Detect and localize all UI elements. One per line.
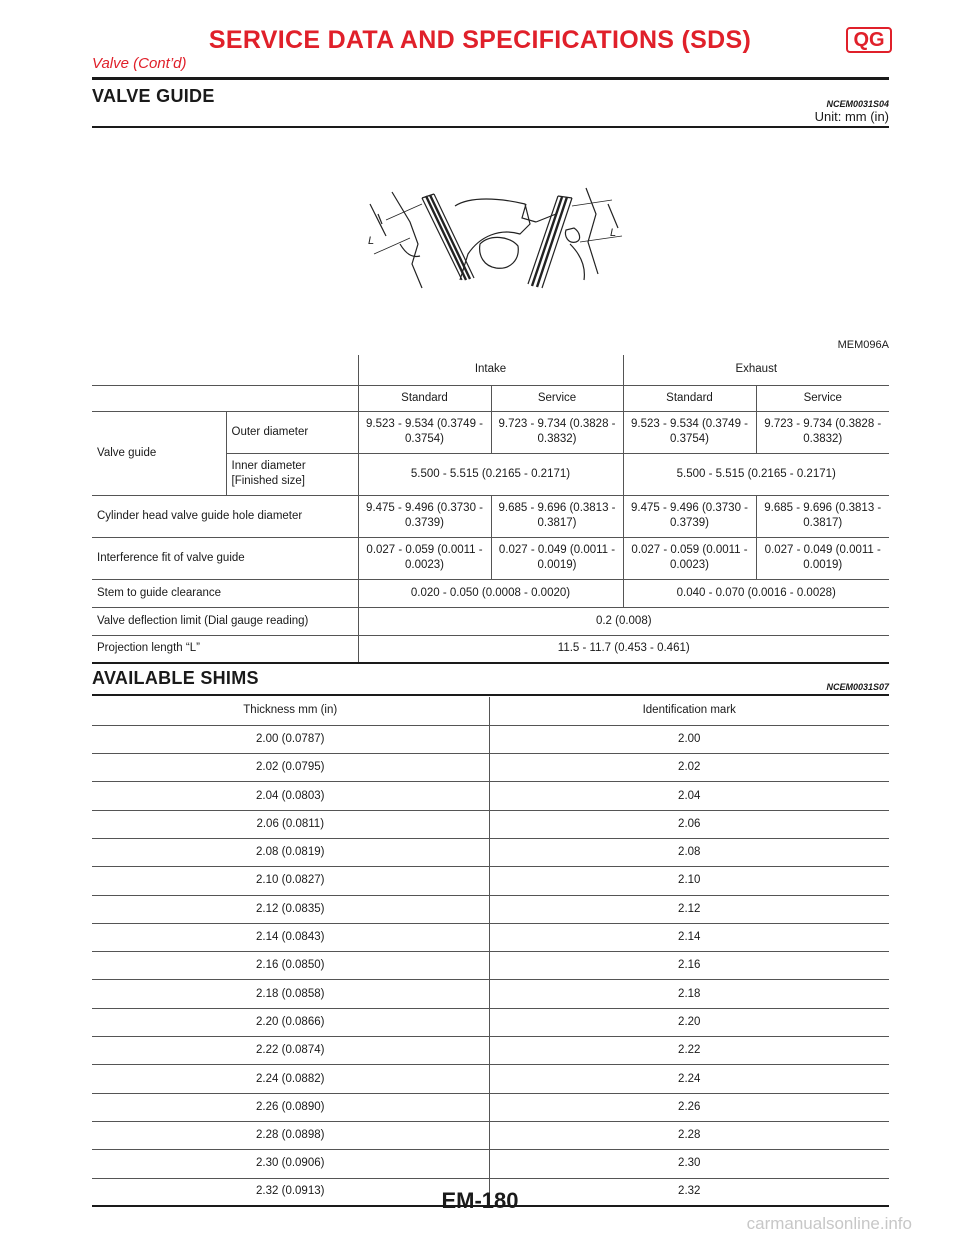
table-row bbox=[92, 697, 889, 725]
table-row bbox=[92, 782, 889, 810]
table-row bbox=[92, 980, 889, 1008]
table-row bbox=[92, 1065, 889, 1093]
table-cell: 0.027 - 0.049 (0.0011 - 0.0019) bbox=[491, 537, 623, 579]
shim-mark: 2.12 bbox=[489, 895, 889, 923]
table-row bbox=[92, 385, 889, 411]
shim-thickness: 2.04 (0.0803) bbox=[92, 782, 489, 810]
shim-thickness: 2.24 (0.0882) bbox=[92, 1065, 489, 1093]
table-row bbox=[92, 725, 889, 753]
table-row bbox=[92, 1008, 889, 1036]
section-badge: QG bbox=[846, 27, 892, 53]
page-number: EM-180 bbox=[441, 1188, 519, 1213]
table-cell: 0.027 - 0.059 (0.0011 - 0.0023) bbox=[623, 537, 756, 579]
table-cell: 0.027 - 0.059 (0.0011 - 0.0023) bbox=[358, 537, 491, 579]
shim-mark: 2.32 bbox=[489, 1178, 889, 1206]
valve-guide-table bbox=[92, 355, 889, 664]
shim-thickness: 2.06 (0.0811) bbox=[92, 810, 489, 838]
thickness-header: Thickness mm (in) bbox=[92, 697, 489, 725]
table-row bbox=[92, 867, 889, 895]
shim-thickness: 2.10 (0.0827) bbox=[92, 867, 489, 895]
table-row bbox=[92, 1093, 889, 1121]
table-row bbox=[92, 607, 889, 635]
table-cell: 0.027 - 0.049 (0.0011 - 0.0019) bbox=[756, 537, 889, 579]
table-cell: 9.723 - 9.734 (0.3828 - 0.3832) bbox=[756, 411, 889, 453]
hole-diameter-label: Cylinder head valve guide hole diameter bbox=[92, 495, 358, 537]
shim-thickness: 2.18 (0.0858) bbox=[92, 980, 489, 1008]
table-row bbox=[92, 355, 889, 385]
table-row bbox=[92, 952, 889, 980]
shim-mark: 2.04 bbox=[489, 782, 889, 810]
shim-thickness: 2.32 (0.0913) bbox=[92, 1178, 489, 1206]
shim-thickness: 2.22 (0.0874) bbox=[92, 1037, 489, 1065]
table-row bbox=[92, 895, 889, 923]
shim-thickness: 2.28 (0.0898) bbox=[92, 1121, 489, 1149]
shim-thickness: 2.16 (0.0850) bbox=[92, 952, 489, 980]
table-row bbox=[92, 635, 889, 663]
figure-caption: MEM096A bbox=[837, 339, 889, 351]
figure-label-l-left: L bbox=[368, 235, 375, 247]
shim-thickness: 2.14 (0.0843) bbox=[92, 923, 489, 951]
table-cell: 0.040 - 0.070 (0.0016 - 0.0028) bbox=[623, 579, 889, 607]
valve-guide-diagram bbox=[360, 184, 630, 294]
shim-mark: 2.06 bbox=[489, 810, 889, 838]
figure-label-l-right: L bbox=[610, 227, 617, 239]
intake-service-header: Service bbox=[491, 385, 623, 411]
shim-mark: 2.22 bbox=[489, 1037, 889, 1065]
table-cell: 9.723 - 9.734 (0.3828 - 0.3832) bbox=[491, 411, 623, 453]
valve-guide-code: NCEM0031S04 bbox=[826, 99, 889, 109]
valve-guide-title: VALVE GUIDE bbox=[92, 86, 215, 106]
table-cell bbox=[92, 355, 358, 385]
page-header-subtitle: Valve (Cont’d) bbox=[92, 55, 187, 72]
table-cell: 11.5 - 11.7 (0.453 - 0.461) bbox=[358, 635, 889, 663]
shim-mark: 2.02 bbox=[489, 754, 889, 782]
shim-thickness: 2.20 (0.0866) bbox=[92, 1008, 489, 1036]
exhaust-standard-header: Standard bbox=[623, 385, 756, 411]
shim-mark: 2.16 bbox=[489, 952, 889, 980]
shim-mark: 2.10 bbox=[489, 867, 889, 895]
shim-mark: 2.08 bbox=[489, 838, 889, 866]
page-header-title: SERVICE DATA AND SPECIFICATIONS (SDS) bbox=[208, 26, 752, 54]
shim-mark: 2.26 bbox=[489, 1093, 889, 1121]
valve-guide-label: Valve guide bbox=[92, 411, 226, 495]
identification-header: Identification mark bbox=[489, 697, 889, 725]
table-row bbox=[92, 838, 889, 866]
inner-diameter-label: Inner diameter [Finished size] bbox=[226, 453, 358, 495]
valve-guide-rule bbox=[92, 126, 889, 128]
intake-standard-header: Standard bbox=[358, 385, 491, 411]
shim-thickness: 2.00 (0.0787) bbox=[92, 725, 489, 753]
table-row bbox=[92, 754, 889, 782]
table-row bbox=[92, 1121, 889, 1149]
table-cell: 9.523 - 9.534 (0.3749 - 0.3754) bbox=[623, 411, 756, 453]
table-cell: 9.685 - 9.696 (0.3813 - 0.3817) bbox=[491, 495, 623, 537]
watermark: carmanualsonline.info bbox=[746, 1214, 912, 1233]
shim-mark: 2.30 bbox=[489, 1150, 889, 1178]
intake-header: Intake bbox=[358, 355, 623, 385]
table-cell: 9.475 - 9.496 (0.3730 - 0.3739) bbox=[358, 495, 491, 537]
table-row bbox=[92, 1150, 889, 1178]
projection-label: Projection length “L” bbox=[92, 635, 358, 663]
header-rule bbox=[92, 77, 889, 80]
exhaust-header: Exhaust bbox=[623, 355, 889, 385]
table-cell: 9.523 - 9.534 (0.3749 - 0.3754) bbox=[358, 411, 491, 453]
outer-diameter-label: Outer diameter bbox=[226, 411, 358, 453]
table-cell bbox=[92, 385, 358, 411]
shim-mark: 2.00 bbox=[489, 725, 889, 753]
table-cell: 9.475 - 9.496 (0.3730 - 0.3739) bbox=[623, 495, 756, 537]
table-row bbox=[92, 1037, 889, 1065]
table-cell: 5.500 - 5.515 (0.2165 - 0.2171) bbox=[623, 453, 889, 495]
table-cell: 5.500 - 5.515 (0.2165 - 0.2171) bbox=[358, 453, 623, 495]
shim-thickness: 2.30 (0.0906) bbox=[92, 1150, 489, 1178]
shims-rule bbox=[92, 694, 889, 696]
shim-mark: 2.20 bbox=[489, 1008, 889, 1036]
stem-clearance-label: Stem to guide clearance bbox=[92, 579, 358, 607]
shim-thickness: 2.08 (0.0819) bbox=[92, 838, 489, 866]
table-row bbox=[92, 810, 889, 838]
table-row bbox=[92, 495, 889, 537]
table-cell: 0.2 (0.008) bbox=[358, 607, 889, 635]
shims-code: NCEM0031S07 bbox=[826, 682, 889, 692]
shim-thickness: 2.26 (0.0890) bbox=[92, 1093, 489, 1121]
shim-mark: 2.24 bbox=[489, 1065, 889, 1093]
exhaust-service-header: Service bbox=[756, 385, 889, 411]
shims-table bbox=[92, 697, 889, 1207]
table-row bbox=[92, 537, 889, 579]
deflection-label: Valve deflection limit (Dial gauge reading) bbox=[92, 607, 358, 635]
shim-thickness: 2.12 (0.0835) bbox=[92, 895, 489, 923]
shim-mark: 2.14 bbox=[489, 923, 889, 951]
table-row bbox=[92, 411, 889, 453]
interference-label: Interference fit of valve guide bbox=[92, 537, 358, 579]
table-row bbox=[92, 923, 889, 951]
shims-title: AVAILABLE SHIMS bbox=[92, 668, 259, 688]
shim-thickness: 2.02 (0.0795) bbox=[92, 754, 489, 782]
table-cell: 0.020 - 0.050 (0.0008 - 0.0020) bbox=[358, 579, 623, 607]
table-row bbox=[92, 579, 889, 607]
valve-guide-unit: Unit: mm (in) bbox=[814, 109, 889, 124]
table-cell: 9.685 - 9.696 (0.3813 - 0.3817) bbox=[756, 495, 889, 537]
shim-mark: 2.28 bbox=[489, 1121, 889, 1149]
shim-mark: 2.18 bbox=[489, 980, 889, 1008]
